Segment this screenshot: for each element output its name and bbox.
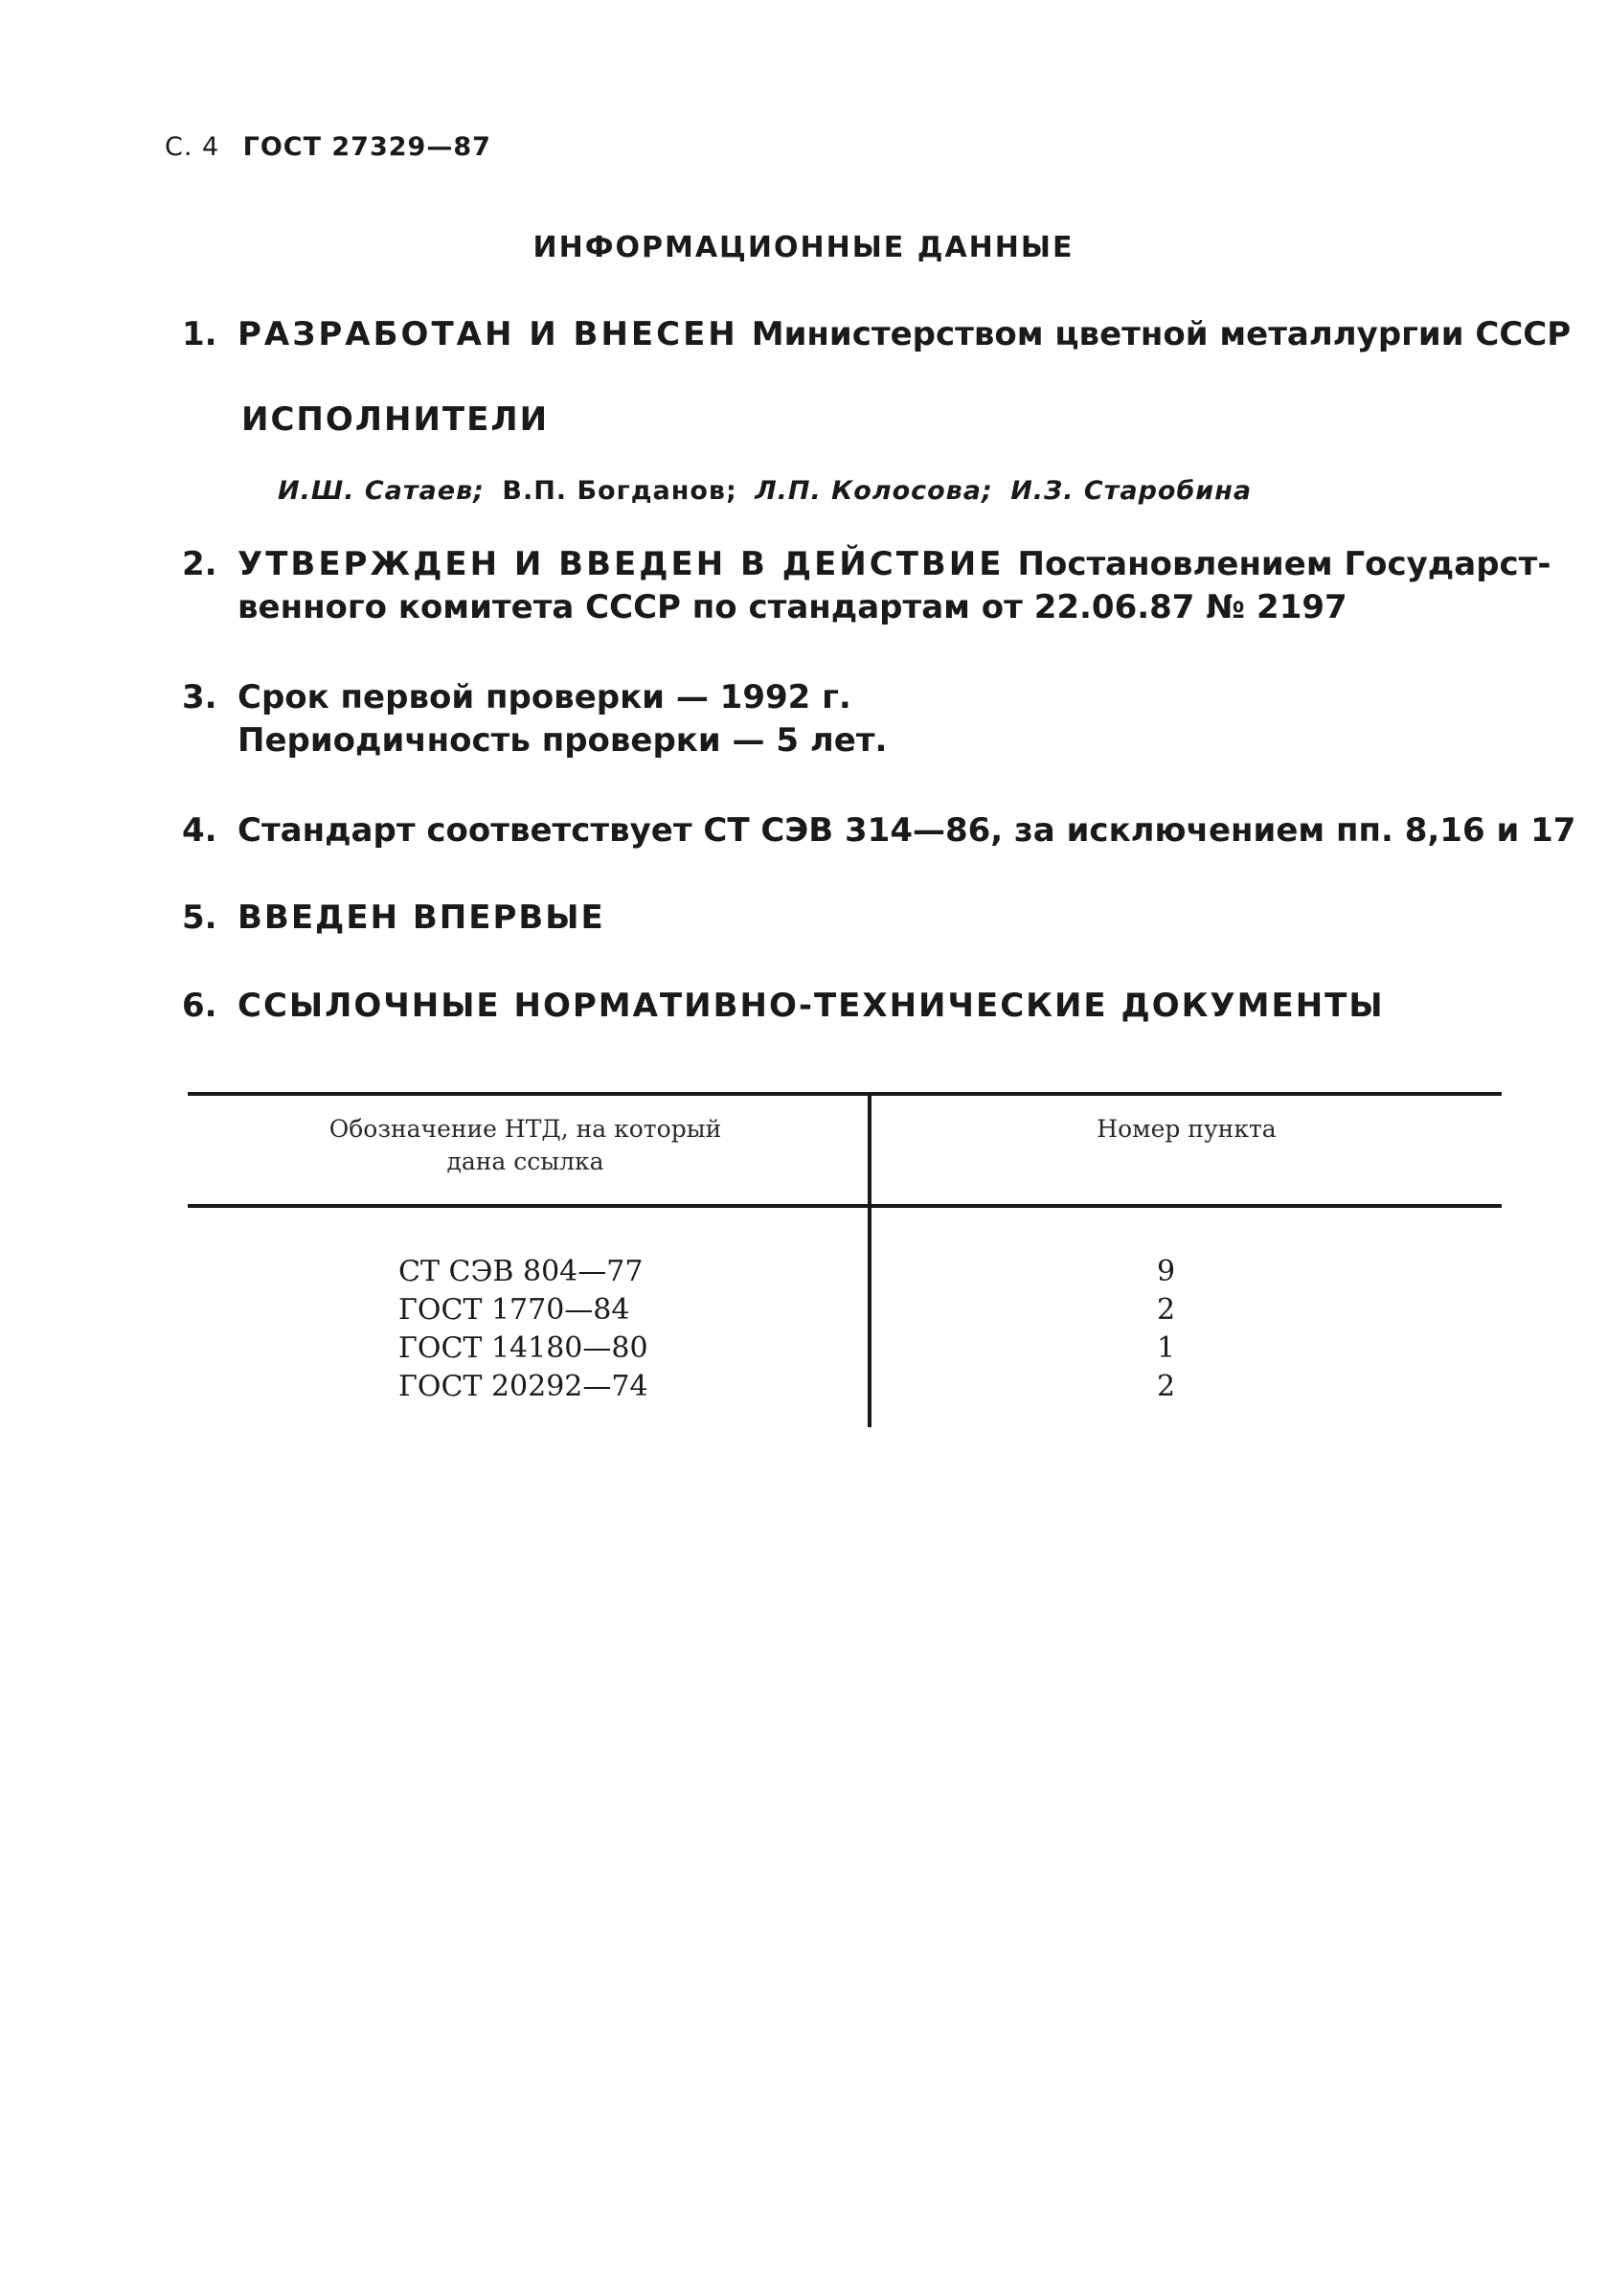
item-2-continuation: венного комитета СССР по стандартам от 22.06.87 № 2197 [238,588,1347,626]
page-header [165,132,491,162]
table-row [188,1253,1502,1291]
executors-names [278,476,1259,506]
item-text: Срок первой проверки — 1992 г. [238,678,851,716]
item-number: 1. [182,315,217,353]
document-cell: ГОСТ 14180—80 [398,1331,648,1365]
page-number: С. 4 [165,132,220,162]
standard-code: ГОСТ 27329—87 [242,132,491,162]
section-title: ИНФОРМАЦИОННЫЕ ДАННЫЕ [532,231,1075,264]
table-row [188,1368,1502,1406]
clause-cell: 2 [1157,1370,1176,1403]
item-number: 5. [182,898,217,937]
executor-name: В.П. Богданов; [502,476,737,506]
reference-table [188,1092,1502,1427]
item-number: 3. [182,678,217,716]
column-header-clause: Номер пункта [1097,1115,1277,1143]
item-lead: УТВЕРЖДЕН И ВВЕДЕН В ДЕЙСТВИЕ [238,545,1005,583]
document-cell: СТ СЭВ 804—77 [398,1255,644,1288]
item-text: Постановлением Государст- [1017,545,1551,583]
executors-heading: ИСПОЛНИТЕЛИ [241,400,550,439]
table-top-rule [188,1092,1502,1096]
item-number: 2. [182,545,217,583]
item-text: Стандарт соответствует СТ СЭВ 314—86, за исключением пп. 8,16 и 17 [238,811,1576,850]
table-row [188,1291,1502,1330]
item-text: ВВЕДЕН ВПЕРВЫЕ [238,898,605,937]
executor-name: И.З. Старобина [1010,476,1253,506]
document-cell: ГОСТ 20292—74 [398,1370,648,1403]
table-row [188,1330,1502,1368]
item-lead: РАЗРАБОТАН И ВНЕСЕН [238,315,738,353]
document-cell: ГОСТ 1770—84 [398,1293,630,1327]
executor-name: И.Ш. Сатаев; [278,476,485,506]
column-header-document: Обозначение НТД, на который дана ссылка [328,1115,722,1175]
item-text: Министерством цветной металлургии СССР [751,315,1572,353]
clause-cell: 2 [1157,1293,1176,1327]
item-3-continuation: Периодичность проверки — 5 лет. [238,721,888,760]
item-text: ССЫЛОЧНЫЕ НОРМАТИВНО-ТЕХНИЧЕСКИЕ ДОКУМЕНТЫ [238,987,1385,1025]
clause-cell: 1 [1157,1331,1176,1365]
item-number: 6. [182,987,217,1025]
executor-name: Л.П. Колосова; [755,476,993,506]
table-header-rule [188,1204,1502,1208]
table-body [188,1253,1502,1406]
clause-cell: 9 [1157,1255,1176,1288]
item-number: 4. [182,811,217,850]
